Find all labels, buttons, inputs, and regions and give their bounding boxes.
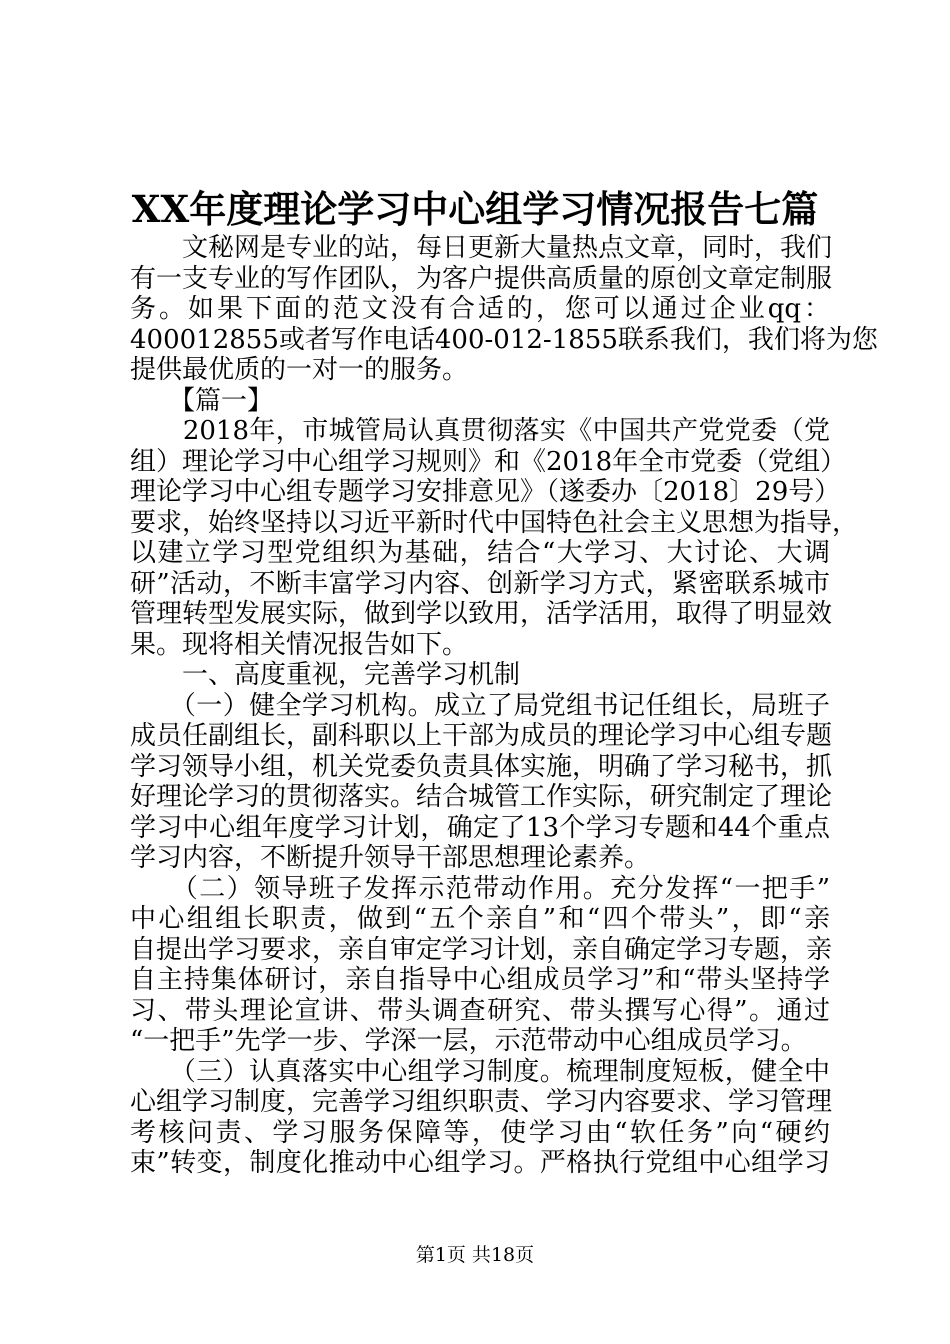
text-line: （二）领导班子发挥示范带动作用。充分发挥“一把手” [130, 873, 830, 904]
page-footer: 第1页 共18页 [415, 1244, 535, 1266]
text-line: 中心组组长职责，做到“五个亲自”和“四个带头”，即“亲 [130, 904, 830, 934]
text-line: 学习内容，不断提升领导干部思想理论素养。 [130, 843, 651, 873]
text-line: 提供最优质的一对一的服务。 [130, 355, 469, 385]
text-line: 以建立学习型党组织为基础，结合“大学习、大讨论、大调 [130, 538, 830, 568]
document-body [130, 233, 878, 1179]
text-line: 有一支专业的写作团队，为客户提供高质量的原创文章定制服 [130, 263, 833, 294]
text-line: 果。现将相关情况报告如下。 [130, 629, 469, 660]
text-line: “一把手”先学一步、学深一层，示范带动中心组成员学习。 [130, 1026, 807, 1056]
text-line: （一）健全学习机构。成立了局党组书记任组长，局班子 [130, 690, 830, 721]
text-line: 自主持集体研讨，亲自指导中心组成员学习”和“带头坚持学 [130, 965, 830, 995]
text-line: 理论学习中心组专题学习安排意见》（遂委办〔2018〕29号） [130, 477, 841, 507]
text-line: 自提出学习要求，亲自审定学习计划，亲自确定学习专题，亲 [130, 934, 833, 965]
text-line: 要求，始终坚持以习近平新时代中国特色社会主义思想为指导， [130, 507, 859, 538]
text-line: （三）认真落实中心组学习制度。梳理制度短板，健全中 [130, 1056, 830, 1087]
text-line: 研”活动，不断丰富学习内容、创新学习方式，紧密联系城市 [130, 568, 830, 599]
text-line: 务。如果下面的范文没有合适的，您可以通过企业qq： [130, 294, 830, 324]
text-line: 组）理论学习中心组学习规则》和《2018年全市党委（党组） [130, 446, 847, 477]
text-line: 文秘网是专业的站，每日更新大量热点文章，同时，我们 [130, 233, 833, 263]
text-line: 习、带头理论宣讲、带头调查研究、带头撰写心得”。通过 [130, 995, 830, 1026]
text-line: 心组学习制度，完善学习组织职责、学习内容要求、学习管理 [130, 1087, 833, 1117]
text-line: 管理转型发展实际，做到学以致用，活学活用，取得了明显效 [130, 599, 833, 629]
section-heading: 【篇一】 [130, 385, 274, 416]
text-line: 成员任副组长，副科职以上干部为成员的理论学习中心组专题 [130, 721, 833, 751]
text-line: 学习中心组年度学习计划，确定了13个学习专题和44个重点 [130, 812, 830, 843]
text-line: 学习领导小组，机关党委负责具体实施，明确了学习秘书，抓 [130, 751, 833, 782]
text-line: 400012855或者写作电话400-012-1855联系我们，我们将为您 [130, 324, 878, 355]
text-line: 2018年，市城管局认真贯彻落实《中国共产党党委（党 [130, 416, 830, 446]
document-title: XX年度理论学习中心组学习情况报告七篇 [131, 187, 819, 231]
text-line: 考核问责、学习服务保障等，使学习由“软任务”向“硬约 [130, 1117, 830, 1148]
text-line: 束”转变，制度化推动中心组学习。严格执行党组中心组学习 [130, 1148, 830, 1178]
text-line: 好理论学习的贯彻落实。结合城管工作实际，研究制定了理论 [130, 782, 833, 812]
section-heading: 一、高度重视，完善学习机制 [130, 660, 521, 690]
